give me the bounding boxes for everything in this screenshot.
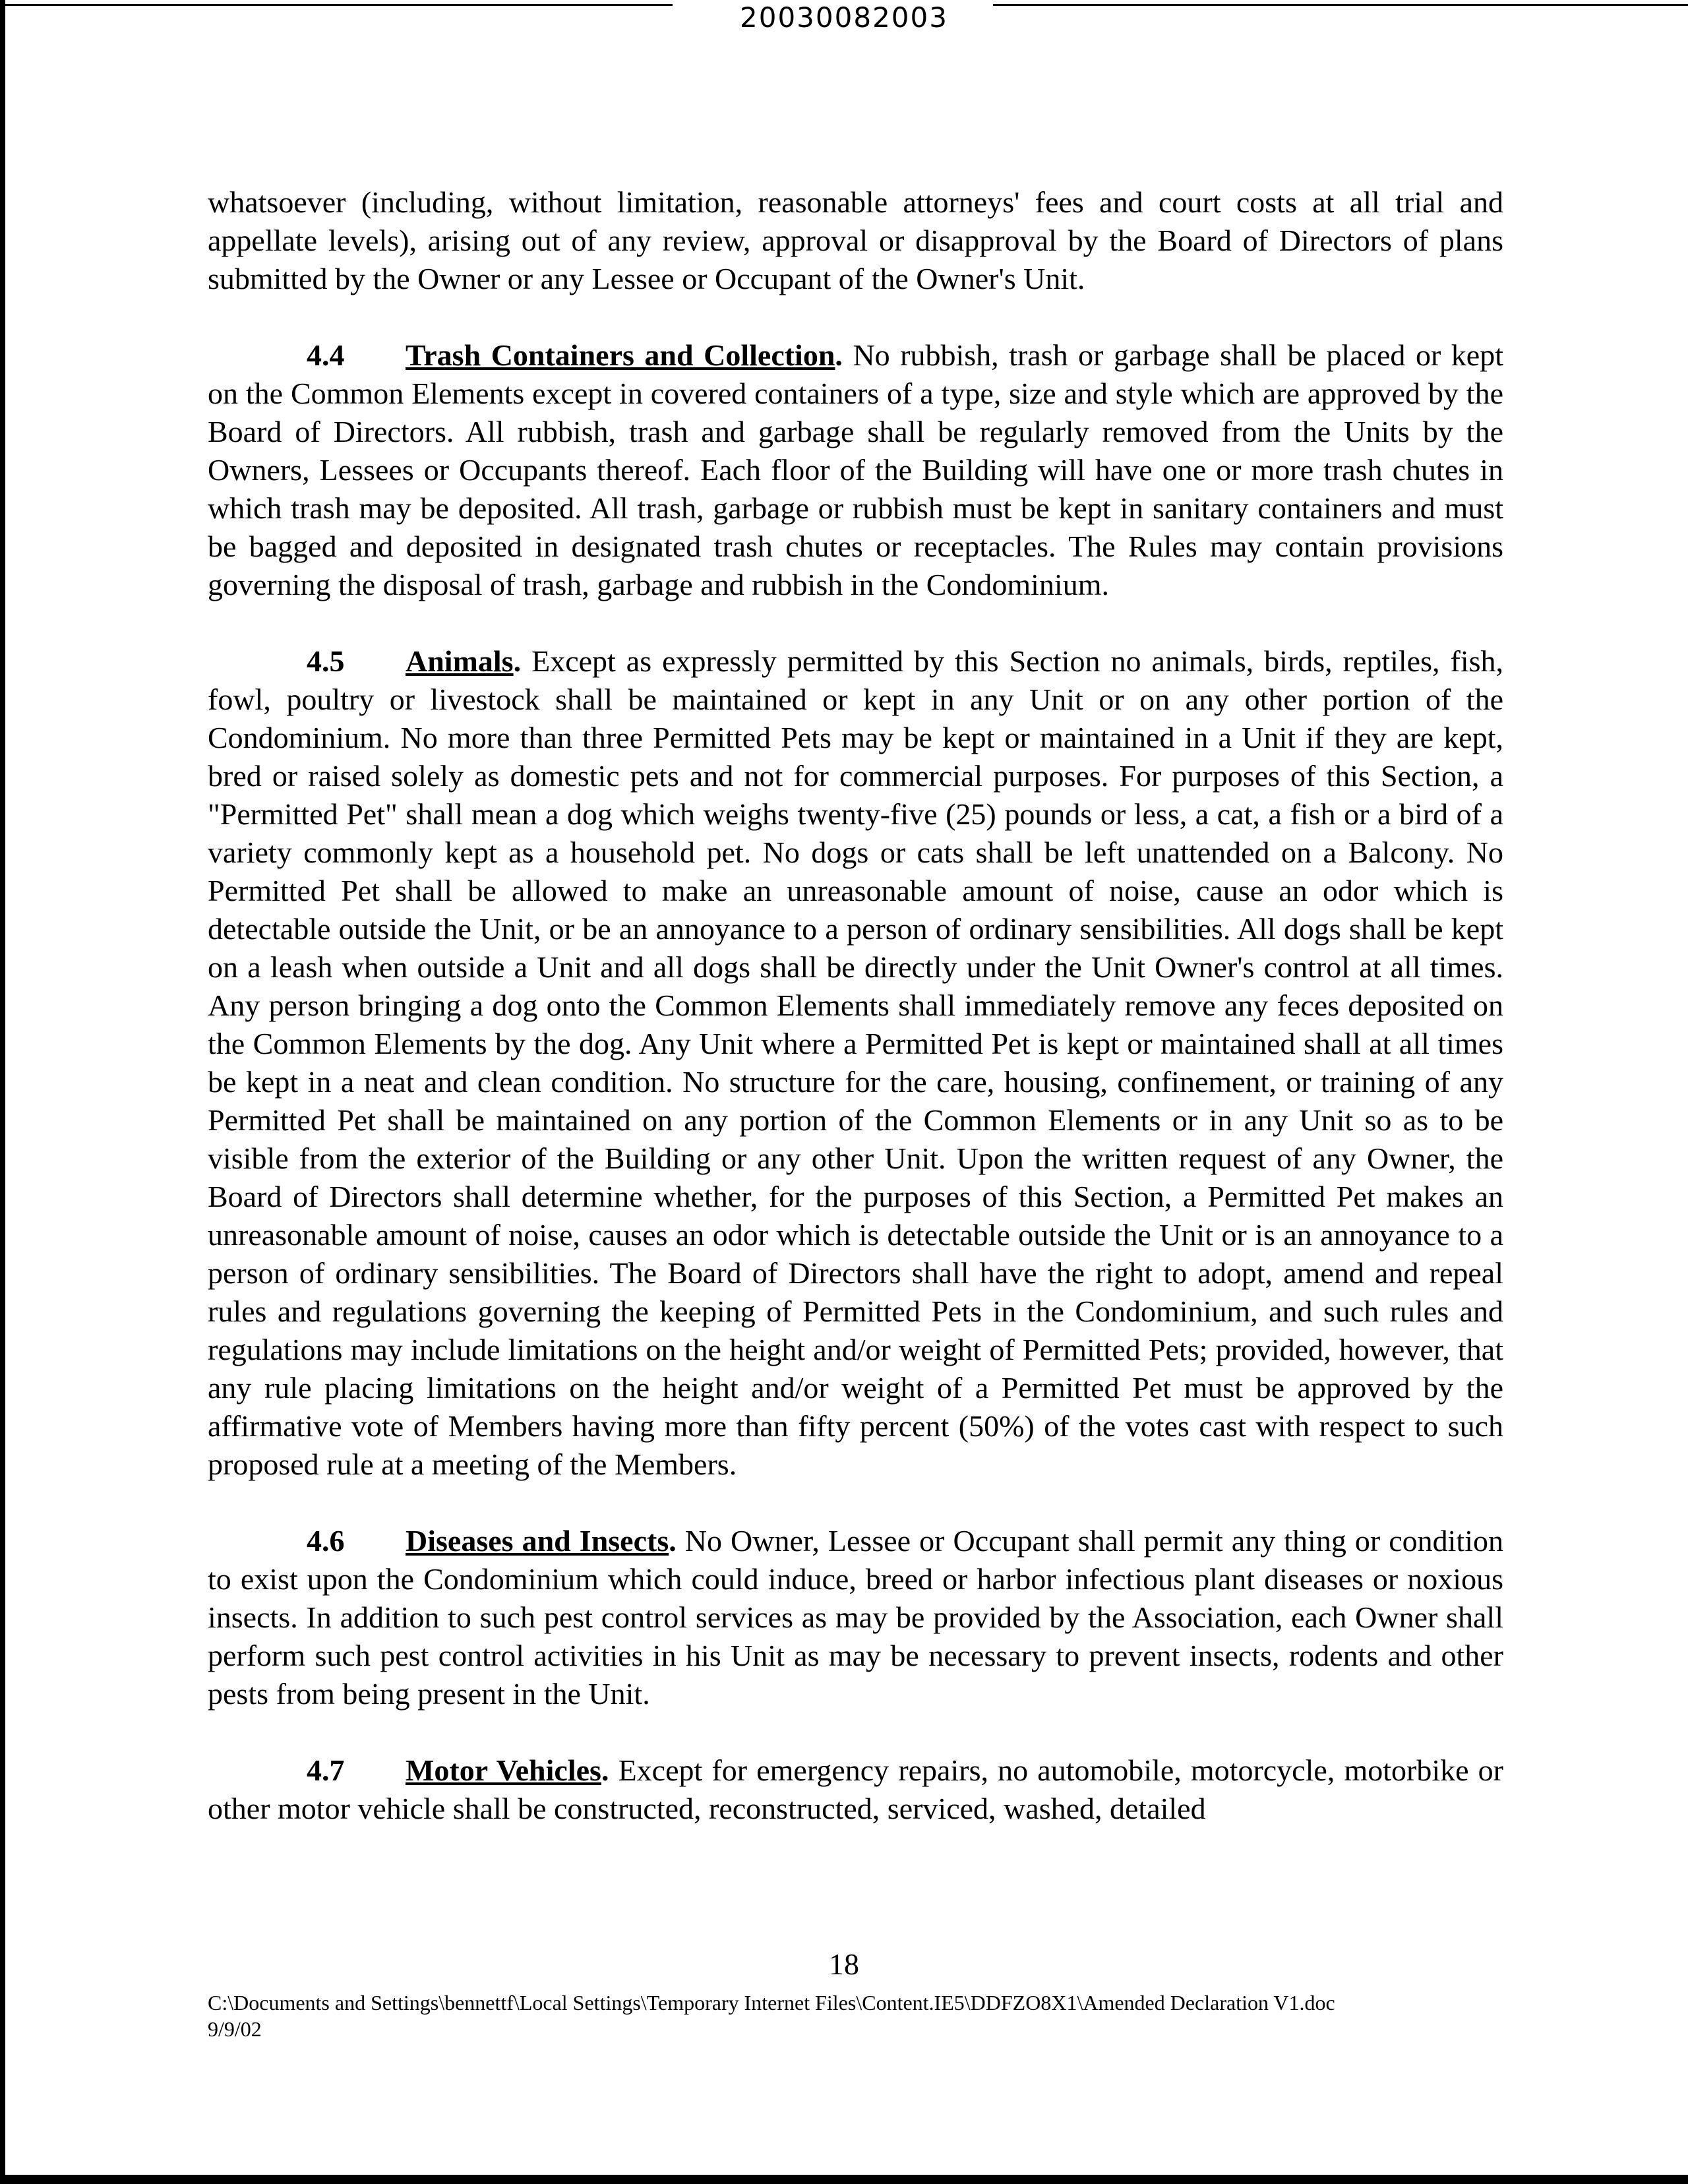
section-heading: Trash Containers and Collection	[406, 338, 835, 372]
section-number: 4.4	[307, 338, 345, 372]
section-body: Except for emergency repairs, no automobile, motorcycle, motorbike or other motor vehicle shall be constructed, reconstructed, serviced, washed, detailed	[208, 1753, 1503, 1825]
section-4-5	[208, 642, 1503, 1484]
section-4-7	[208, 1751, 1503, 1828]
section-body: No rubbish, trash or garbage shall be placed or kept on the Common Elements except in covered containers of a type, size and style which are approved by the Board of Directors. All rubbish, trash and garbage shall be regularly removed from the Units by the Owners, Lessees or Occupants thereof. Each floor of the Building will have one or more trash chutes in which trash may be deposited. All trash, garbage or rubbish must be kept in sanitary containers and must be bagged and deposited in designated trash chutes or receptacles. The Rules may contain provisions governing the disposal of trash, garbage and rubbish in the Condominium.	[208, 338, 1503, 601]
page-body	[208, 183, 1503, 1866]
continuation-text: whatsoever (including, without limitation, reasonable attorneys' fees and court costs at all trial and appellate levels), arising out of any review, approval or disapproval by the Board of Directors of plans submitted by the Owner or any Lessee or Occupant of the Owner's Unit.	[208, 185, 1503, 295]
page-number: 18	[829, 1947, 859, 1981]
scan-left-border	[0, 0, 5, 2184]
document-number: 20030082003	[740, 1, 948, 34]
section-4-4	[208, 336, 1503, 604]
section-body: Except as expressly permitted by this Section no animals, birds, reptiles, fish, fowl, poultry or livestock shall be maintained or kept in any Unit or on any other portion of the Condominium. No more than three Permitted Pets may be kept or maintained in a Unit if they are kept, bred or raised solely as domestic pets and not for commercial purposes. For purposes of this Section, a "Permitted Pet" shall mean a dog which weighs twenty-five (25) pounds or less, a cat, a fish or a bird of a variety commonly kept as a household pet. No dogs or cats shall be left unattended on a Balcony. No Permitted Pet shall be allowed to make an unreasonable amount of noise, cause an odor which is detectable outside the Unit, or be an annoyance to a person of ordinary sensibilities. All dogs shall be kept on a leash when outside a Unit and all dogs shall be directly under the Unit Owner's control at all times. Any person bringing a dog onto the Common Elements shall immediately remove any feces deposited on the Common Elements by the dog. Any Unit where a Permitted Pet is kept or maintained shall at all times be kept in a neat and clean condition. No structure for the care, housing, confinement, or training of any Permitted Pet shall be maintained on any portion of the Common Elements or in any Unit so as to be visible from the exterior of the Building or any other Unit. Upon the written request of any Owner, the Board of Directors shall determine whether, for the purposes of this Section, a Permitted Pet makes an unreasonable amount of noise, causes an odor which is detectable outside the Unit or is an annoyance to a person of ordinary sensibilities. The Board of Directors shall have the right to adopt, amend and repeal rules and regulations governing the keeping of Permitted Pets in the Condominium, and such rules and regulations may include limitations on the height and/or weight of Permitted Pets; provided, however, that any rule placing limitations on the height and/or weight of a Permitted Pet must be approved by the affirmative vote of Members having more than fifty percent (50%) of the votes cast with respect to such proposed rule at a meeting of the Members.	[208, 644, 1503, 1481]
section-number: 4.5	[307, 644, 345, 678]
footer-file-path: C:\Documents and Settings\bennettf\Local Settings\Temporary Internet Files\Content.IE5\DDFZO8X1\Amended Declaration V1.doc	[208, 1991, 1335, 2015]
heading-period: .	[601, 1753, 609, 1787]
section-number: 4.6	[307, 1524, 345, 1558]
continuation-paragraph	[208, 183, 1503, 298]
scan-bottom-border	[0, 2175, 1688, 2184]
heading-period: .	[513, 644, 522, 678]
heading-period: .	[835, 338, 843, 372]
footer-date: 9/9/02	[208, 2017, 262, 2041]
section-heading: Diseases and Insects	[406, 1524, 669, 1558]
section-body: No Owner, Lessee or Occupant shall permit any thing or condition to exist upon the Condominium which could induce, breed or harbor infectious plant diseases or noxious insects. In addition to such pest control services as may be provided by the Association, each Owner shall perform such pest control activities in his Unit as may be necessary to prevent insects, rodents and other pests from being present in the Unit.	[208, 1524, 1503, 1711]
section-4-6	[208, 1522, 1503, 1713]
section-number: 4.7	[307, 1753, 345, 1787]
heading-period: .	[669, 1524, 677, 1558]
section-heading: Motor Vehicles	[406, 1753, 601, 1787]
section-heading: Animals	[406, 644, 514, 678]
